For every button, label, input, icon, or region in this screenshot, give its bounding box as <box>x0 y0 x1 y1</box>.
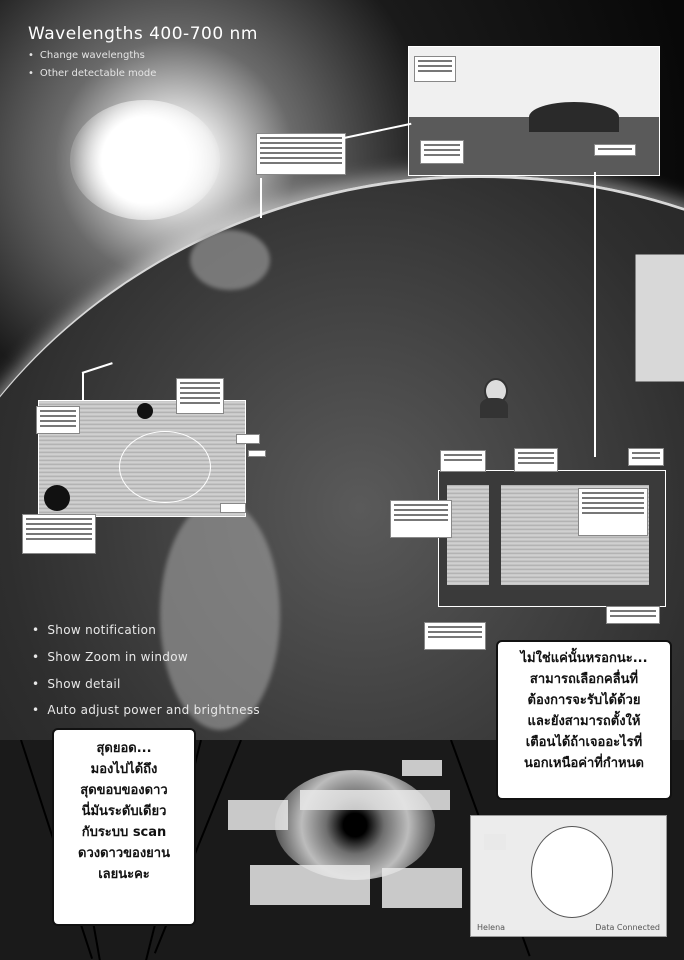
info-note <box>414 56 456 82</box>
bubble-line: และยังสามารถตั้งให้ <box>527 714 641 729</box>
info-note <box>236 434 260 444</box>
feature-item: • Auto adjust power and brightness <box>32 703 260 717</box>
connection-status: Data Connected <box>595 923 660 932</box>
character-portrait <box>531 826 613 918</box>
callout-line <box>82 372 84 400</box>
info-note <box>578 488 648 536</box>
info-note <box>176 378 224 414</box>
feature-item: • Show detail <box>32 677 121 691</box>
bubble-line: ไม่ใช่แค่นั้นหรอกนะ... <box>520 651 648 666</box>
page-title: Wavelengths 400-700 nm <box>28 24 258 44</box>
header-bullet: • Other detectable mode <box>28 68 156 79</box>
info-note <box>424 622 486 650</box>
hud-overlay <box>250 865 370 905</box>
info-note <box>440 450 486 472</box>
bubble-line: เตือนได้ถ้าเจออะไรที่ <box>525 735 643 750</box>
bubble-line: นอกเหนือค่าที่กำหนด <box>524 756 644 771</box>
scan-ring <box>119 431 211 503</box>
callout-line <box>594 172 596 457</box>
info-note <box>256 133 346 175</box>
feature-item: • Show notification <box>32 623 156 637</box>
feature-item: • Show Zoom in window <box>32 650 188 664</box>
bubble-line: ดวงดาวของยาน <box>78 846 170 861</box>
info-note <box>22 514 96 554</box>
crater-mark <box>137 403 153 419</box>
callout-line <box>260 178 262 218</box>
bubble-line: สุดยอด... <box>96 741 152 756</box>
caller-name: Helena <box>477 923 506 932</box>
cloud-mass <box>190 230 270 290</box>
info-note <box>390 500 452 538</box>
callout-line <box>343 123 412 140</box>
bubble-line: นี่มันระดับเดียว <box>81 804 167 819</box>
speech-bubble-left <box>52 728 196 926</box>
bubble-line: สามารถเลือกคลื่นที่ <box>529 672 639 687</box>
hud-overlay <box>484 834 506 850</box>
info-note <box>594 144 636 156</box>
window-pane <box>447 485 489 585</box>
info-note <box>420 140 464 164</box>
info-note <box>606 606 660 624</box>
crater-mark <box>44 485 70 511</box>
info-note <box>248 450 266 457</box>
info-note <box>36 406 80 434</box>
cloud-mass <box>160 500 280 730</box>
eye-closeup <box>275 770 435 880</box>
info-note <box>628 448 664 466</box>
header-bullet: • Change wavelengths <box>28 50 145 61</box>
hud-overlay <box>228 800 288 830</box>
info-note <box>220 503 246 513</box>
hud-overlay <box>402 760 442 776</box>
bubble-line: เลยนะคะ <box>98 867 150 882</box>
sun-glare <box>70 100 220 220</box>
speech-bubble-right <box>496 640 672 800</box>
bubble-line: กับระบบ scan <box>81 825 167 840</box>
bubble-line: มองไปได้ถึง <box>90 762 158 777</box>
bubble-line: ต้องการจะรับได้ด้วย <box>527 693 641 708</box>
hud-overlay <box>382 868 462 908</box>
info-note <box>514 448 558 472</box>
figure-body <box>480 398 508 418</box>
bubble-line: สุดขอบของดาว <box>80 783 168 798</box>
hud-overlay <box>300 790 450 810</box>
dome-structure <box>529 102 619 132</box>
